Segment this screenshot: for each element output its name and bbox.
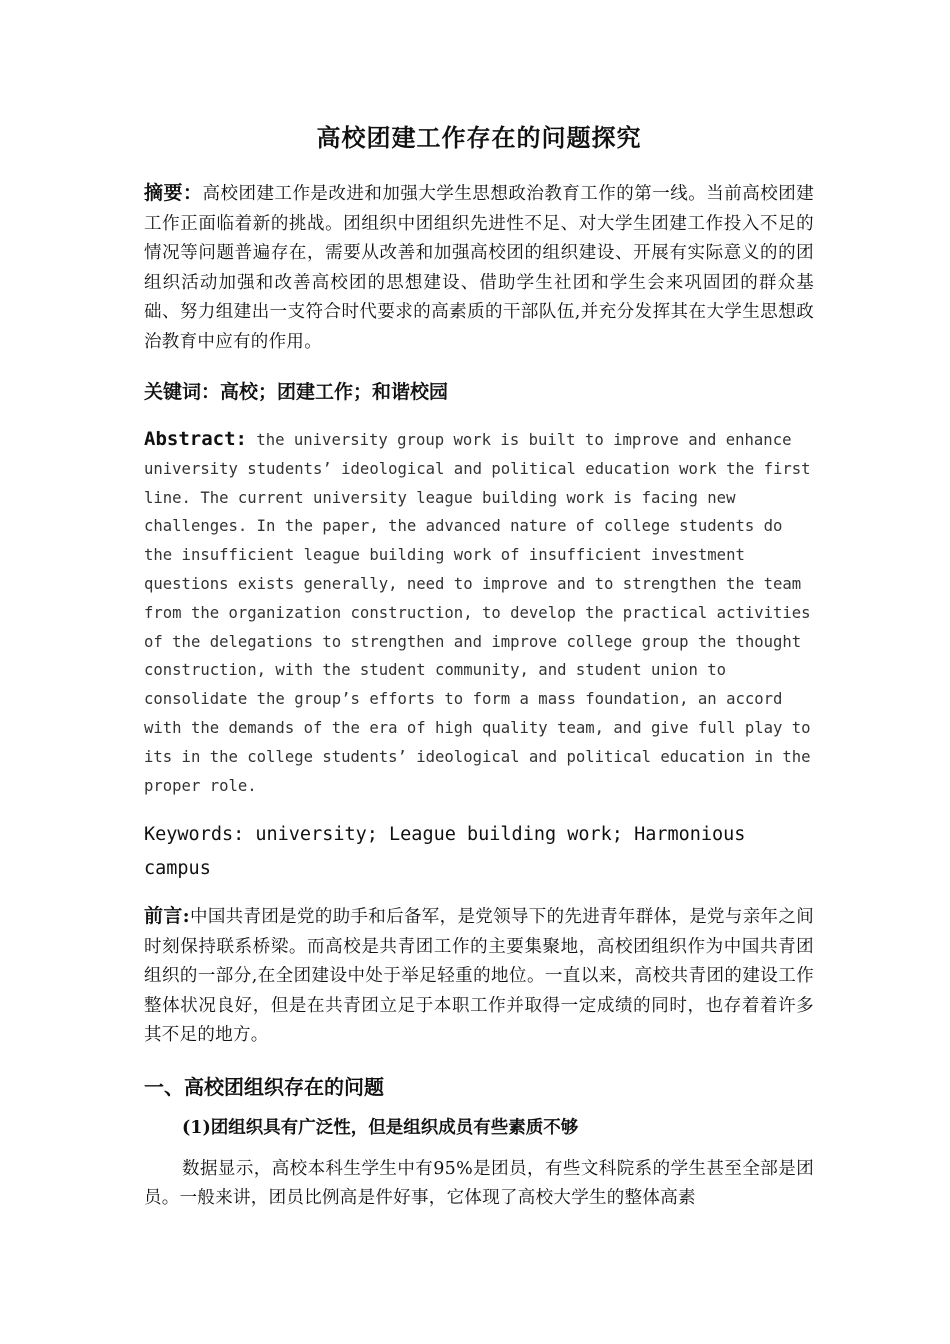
abstract-en xyxy=(144,425,814,800)
keywords-cn: 关键词：高校；团建工作；和谐校园 xyxy=(144,381,449,403)
subsection-heading: (1)团组织具有广泛性，但是组织成员有些素质不够 xyxy=(182,1117,579,1138)
preface-text: 中国共青团是党的助手和后备军，是党领导下的先进青年群体，是党与亲年之间时刻保持联系桥梁。而高校是共青团工作的主要集聚地，高校团组织作为中国共青团组织的一部分,在全团建设中处于举足轻重的地位。一直以来，高校共青团的建设工作整体状况良好，但是在共青团立足于本职工作并取得一定成绩的同时，也存着着许多其不足的地方。 xyxy=(144,907,815,1046)
document-page xyxy=(144,118,814,1214)
abstract-cn-text: 高校团建工作是改进和加强大学生思想政治教育工作的第一线。当前高校团建工作正面临着新的挑战。团组织中团组织先进性不足、对大学生团建工作投入不足的情况等问题普遍存在，需要从改善和加强高校团的组织建设、开展有实际意义的的团组织活动加强和改善高校团的思想建设、借助学生社团和学生会来巩固团的群众基础、努力组建出一支符合时代要求的高素质的干部队伍,并充分发挥其在大学生思想政治教育中应有的作用。 xyxy=(144,184,814,352)
preface-label: 前言: xyxy=(144,905,190,928)
abstract-en-label: Abstract: xyxy=(144,428,247,450)
body-paragraph: 数据显示，高校本科生学生中有95%是团员，有些文科院系的学生甚至全部是团员。一般来讲，团员比例高是件好事，它体现了高校大学生的整体高素 xyxy=(144,1158,814,1209)
page-title: 高校团建工作存在的问题探究 xyxy=(316,123,642,152)
abstract-cn-label: 摘要： xyxy=(144,182,203,204)
keywords-en: Keywords: university; League building work; Harmonious campus xyxy=(144,824,746,880)
section-heading: 一、高校团组织存在的问题 xyxy=(144,1074,384,1099)
abstract-cn xyxy=(144,179,814,357)
preface xyxy=(144,902,814,1051)
abstract-en-text: the university group work is built to improve and enhance university students’ ideological and political education work the first line. The current university league building work is facing new challenges. In the paper, the advanced nature of college students do the insufficient league building work of insufficient investment questions exists generally, need to improve and to strengthen the team from the organization construction, to develop the practical activities of the delegations to strengthen and improve college group the thought construction, with the student community, and student union to consolidate the group’s efforts to form a mass foundation, an accord with the demands of the era of high quality team, and give full play to its in the college students’ ideological and political education in the proper role. xyxy=(144,431,811,795)
